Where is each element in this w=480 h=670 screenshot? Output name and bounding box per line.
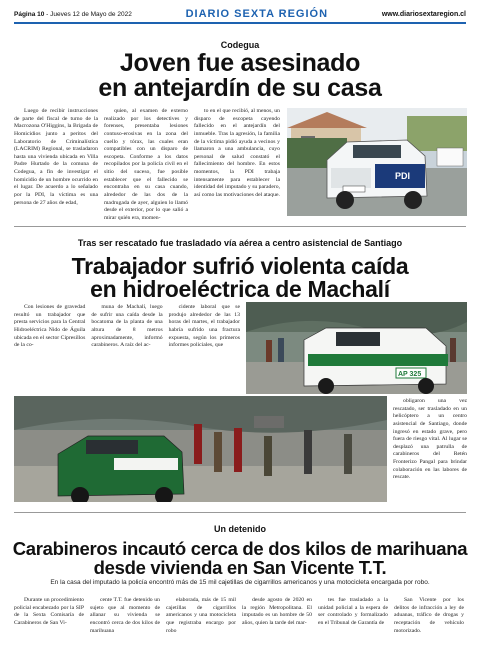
article2-kicker: Tras ser rescatado fue trasladado vía aérea a centro asistencial de Santiago <box>77 238 403 248</box>
article3-headline-line2: desde vivienda en San Vicente T.T. <box>93 557 387 579</box>
article1-col1: Luego de recibir instrucciones de parte del fiscal de turno de la Macrozona O'Higgins, la Brigada de Homicidios junto a peritos del Laboratorio de Criminalística (LACRIM) Regional, se trasladaron hasta una vivienda ubicada en Villa Padre Hurtado de la comuna de Codegua, a fin de investigar el homicidio de un hombre ocurrido en el lugar. De acuerdo a lo señalado por la PDI, la víctima es una persona de 27 años de edad, <box>14 108 98 206</box>
vehicle-label: AP 325 <box>398 371 422 378</box>
article2-headline-line1: Trabajador sufrió violenta caída <box>71 253 409 279</box>
car-plate-text: PDI <box>395 171 411 181</box>
article3-kicker: Un detenido <box>214 524 266 534</box>
article2-body <box>14 304 240 351</box>
article3-col3: elaborada, más de 15 mil cajetillas de cigarrillos americanos y una motocicleta que registraba encargo por robo <box>166 597 236 634</box>
article1-kicker: Codegua <box>220 40 260 50</box>
article3-headline-line1: Carabineros incautó cerca de dos kilos de marihuana <box>12 538 468 559</box>
page-label: Página 10 <box>14 10 45 18</box>
article2-headline-line2: en hidroeléctrica de Machalí <box>90 276 390 302</box>
article3-headline <box>10 539 470 578</box>
article1-photo-police-car <box>287 108 467 216</box>
article2-photo-ambulance <box>246 302 467 394</box>
article3-col6: San Vicente por los delitos de infracción a ley de aduanas, tráfico de drogas y receptación de vehículo motorizado. <box>394 597 464 634</box>
article3-col2: cente T.T. fue detenido un sujeto que al momento de allanar su vivienda se encontró cerca de dos kilos de marihuana <box>90 597 160 634</box>
page-number-date <box>14 11 132 18</box>
article2-col3: cidente laboral que se produjo alrededor de las 13 horas del martes, el trabajador habría sufrido una fractura expuesta, según los primeros informes policiales, que <box>168 304 240 349</box>
page-header <box>14 6 466 24</box>
article2-col4: obligaron una vez rescatado, ser trasladado en un helicóptero a un centro asistencial de Santiago, donde ingresó en estado grave, pero fuera de riesgo vital. Al lugar se desplazó una patrulla de carabineros del Retén Fronterizo Pangal para brindar colaboración en las labores de rescate. <box>393 398 467 481</box>
article3-col1: Durante un procedimiento policial encabezado por la SIP de la Sexta Comisaría de Carabineros de San Vi- <box>14 597 84 626</box>
article1-body <box>14 108 280 224</box>
article-divider <box>14 226 466 227</box>
article2-col1: Con lesiones de gravedad resultó un trabajador que presta servicios para la Central Hidroeléctrica Nido de Águila ubicada en el sector Cipresillos de la co- <box>14 304 86 349</box>
newspaper-brand: DIARIO SEXTA REGIÓN <box>185 8 329 20</box>
article1-headline-line1: Joven fue asesinado <box>119 49 361 77</box>
article2-col2: muna de Machalí, luego de sufrir una caída desde la bocatoma de la planta de una altura de 8 metros aproximadamente, informó carabineros. A raíz del ac- <box>91 304 163 349</box>
issue-date: - Jueves 12 de Mayo de 2022 <box>44 10 132 18</box>
article2-body-continued <box>393 398 467 483</box>
article3-col5: tes fue trasladado a la unidad policial a la espera de ser controlado y formalizado en el Tribunal de Garantía de <box>318 597 388 626</box>
article1-col3: to en el que recibió, al menos, un disparo de escopeta cayendo fallecido en el antejardín del inmueble. Tras la agresión, la familia de la víctima pidió ayuda a vecinos y llamaron a una ambulancia, cuyo personal de salud constató el fallecimiento del hombre. En estos momentos, la PDI trabaja intensamente para establecer la identidad del imputado y su paradero, así como las motivaciones del ataque. <box>194 108 280 199</box>
article1-col2: quien, al examen de externo realizado por los detectives y forenses, presentaba lesiones contuso-erosivas en la zona del cuello y tórax, las cuales eran compatibles con un disparo de escopeta. Conforme a los datos recopilados por la policía civil en el sitio del suceso, fue posible establecer que el fallecido se encontraba en su casa cuando, alrededor de las dos de la madrugada de ayer, alguien lo llamó desde el exterior, por lo que salió a mirar quién era, momen- <box>104 108 188 221</box>
article3-col4: desde agosto de 2020 en la región Metropolitana. El imputado es un hombre de 50 años, quien la tarde del mar- <box>242 597 312 626</box>
article2-headline <box>10 255 470 301</box>
article-divider <box>14 512 466 513</box>
article3-body <box>14 597 467 636</box>
article2-photo-rescue-truck <box>14 396 387 502</box>
newspaper-url[interactable]: www.diariosextaregion.cl <box>381 10 466 18</box>
article3-subhead: En la casa del imputado la policía encontró más de 15 mil cajetillas de cigarrillos americanos y una motocicleta encargada por robo. <box>50 579 430 586</box>
article1-headline <box>10 51 470 101</box>
article1-headline-line2: en antejardín de su casa <box>98 74 382 102</box>
